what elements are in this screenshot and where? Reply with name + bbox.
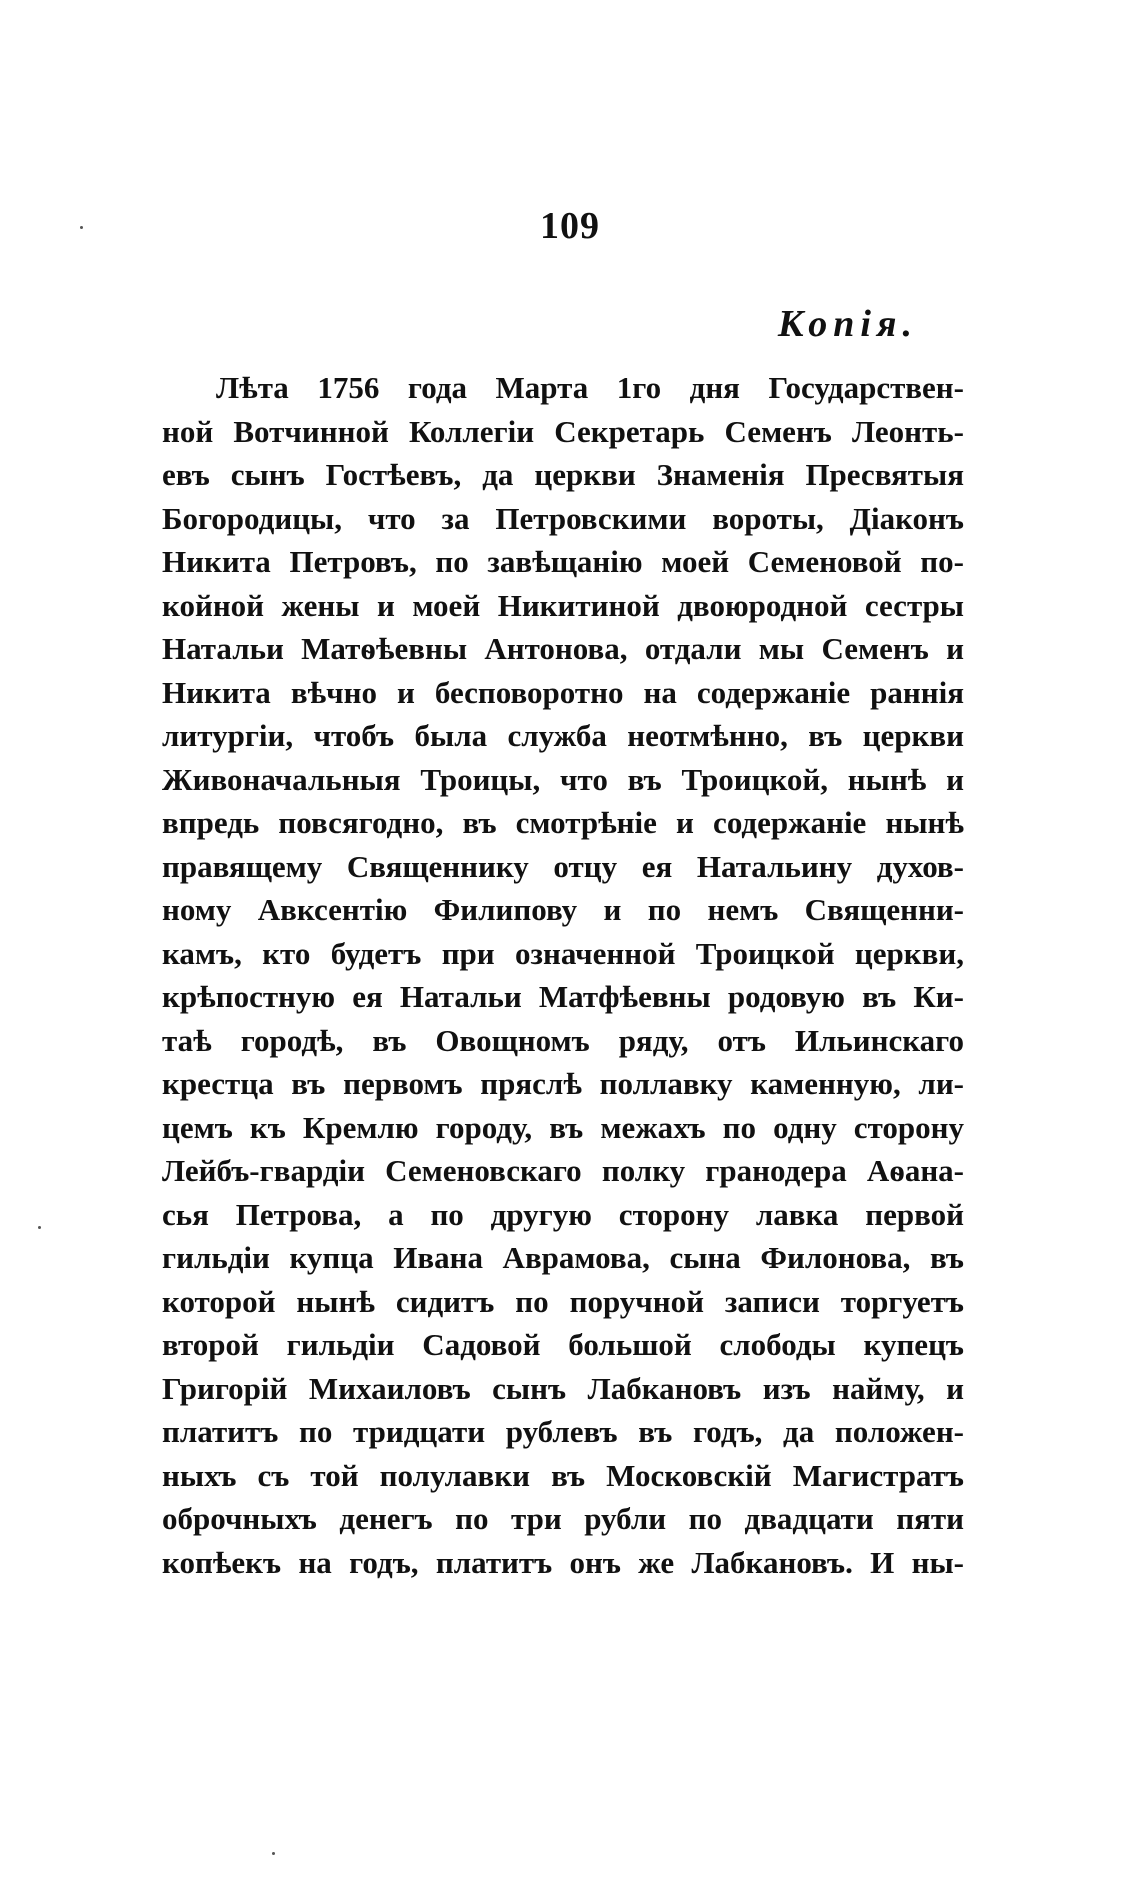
text-line: впредь повсягодно, въ смотрѣніе и содержаніе нынѣ bbox=[162, 805, 964, 840]
text-line: Натальи Матѳѣевны Антонова, отдали мы Семенъ и bbox=[162, 631, 964, 666]
text-line: ныхъ съ той полулавки въ Московскій Магистратъ bbox=[162, 1457, 964, 1493]
text-line: гильдіи купца Ивана Аврамова, сына Филонова, въ bbox=[162, 1240, 964, 1275]
text-line: камъ, кто будетъ при означенной Троицкой церкви, bbox=[162, 935, 964, 971]
text-line: Никита вѣчно и бесповоротно на содержаніе раннія bbox=[162, 674, 964, 710]
text-line: цемъ къ Кремлю городу, въ межахъ по одну сторону bbox=[162, 1109, 964, 1145]
text-line: копѣекъ на годъ, платитъ онъ же Лабкановъ. И ны- bbox=[162, 1544, 964, 1580]
text-line: второй гильдіи Садовой большой слободы купецъ bbox=[162, 1327, 964, 1362]
text-line: койной жены и моей Никитиной двоюродной сестры bbox=[162, 587, 964, 623]
text-line: сья Петрова, а по другую сторону лавка первой bbox=[162, 1196, 964, 1232]
text-line: платитъ по тридцати рублевъ въ годъ, да положен- bbox=[162, 1414, 964, 1449]
text-line: Григорій Михаиловъ сынъ Лабкановъ изъ найму, и bbox=[162, 1370, 964, 1406]
document-heading: Копія. bbox=[777, 303, 918, 345]
text-line: оброчныхъ денегъ по три рубли по двадцати пяти bbox=[162, 1501, 964, 1536]
text-line: таѣ городѣ, въ Овощномъ ряду, отъ Ильинскаго bbox=[162, 1022, 964, 1058]
text-line: Лейбъ-гвардіи Семеновскаго полку гранодера Аѳана- bbox=[162, 1153, 964, 1188]
print-speck bbox=[272, 1852, 275, 1855]
text-line: ной Вотчинной Коллегіи Секретарь Семенъ Леонть- bbox=[162, 413, 964, 449]
text-line: правящему Священнику отцу ея Натальину духов- bbox=[162, 848, 964, 884]
page-number: 109 bbox=[540, 205, 600, 247]
text-line: Лѣта 1756 года Марта 1го дня Государствен- bbox=[216, 370, 964, 405]
text-line: ному Авксентію Филипову и по немъ Священни- bbox=[162, 892, 964, 927]
text-line: евъ сынъ Гостѣевъ, да церкви Знаменія Пресвятыя bbox=[162, 457, 964, 492]
text-line: крѣпостную ея Натальи Матфѣевны родовую въ Ки- bbox=[162, 979, 964, 1014]
text-line: Живоначальныя Троицы, что въ Троицкой, нынѣ и bbox=[162, 761, 964, 797]
body-text bbox=[162, 366, 964, 1584]
print-speck bbox=[38, 1226, 41, 1229]
text-line: крестца въ первомъ пряслѣ поллавку каменную, ли- bbox=[162, 1066, 964, 1101]
text-line: Никита Петровъ, по завѣщанію моей Семеновой по- bbox=[162, 544, 964, 579]
text-line: Богородицы, что за Петровскими вороты, Діаконъ bbox=[162, 500, 964, 536]
text-line: литургіи, чтобъ была служба неотмѣнно, въ церкви bbox=[162, 718, 964, 753]
text-line: которой нынѣ сидитъ по поручной записи торгуетъ bbox=[162, 1283, 964, 1319]
print-speck bbox=[80, 226, 83, 229]
